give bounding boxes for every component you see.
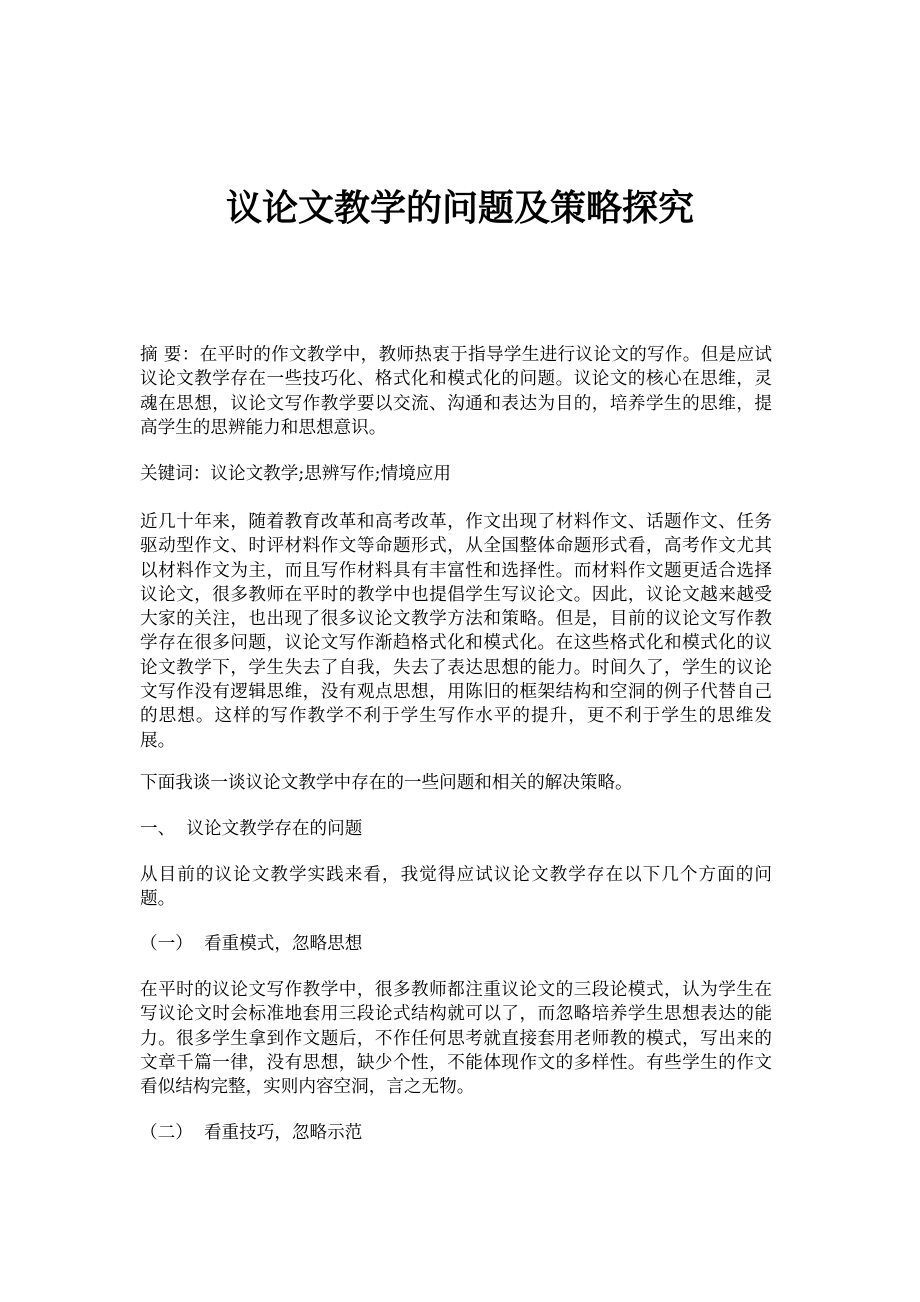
abstract: 摘 要：在平时的作文教学中，教师热衷于指导学生进行议论文的写作。但是应试议论文教学存在一些技巧化、格式化和模式化的问题。议论文的核心在思维，灵魂在思想，议论文写作教学要以交流、沟通和表达为目的，培养学生的思维，提高学生的思辨能力和思想意识。 — [140, 345, 772, 438]
subsection-heading-1: （一） 看重模式，忽略思想 — [140, 934, 363, 954]
subsection-heading-2: （二） 看重技巧，忽略示范 — [140, 1123, 363, 1143]
section-1-paragraph: 从目前的议论文教学实践来看，我觉得应试议论文教学存在以下几个方面的问题。 — [140, 865, 772, 910]
keywords: 关键词：议论文教学;思辨写作;情境应用 — [140, 464, 451, 484]
document-title: 议论文教学的问题及策略探究 — [225, 187, 694, 229]
intro-paragraph: 近几十年来，随着教育改革和高考改革，作文出现了材料作文、话题作文、任务驱动型作文、时评材料作文等命题形式，从全国整体命题形式看，高考作文尤其以材料作文为主，而且写作材料具有丰富性和选择性。而材料作文题更适合选择议论文，很多教师在平时的教学中也提倡学生写议论文。因此，议论文越来越受大家的关注，也出现了很多议论文教学方法和策略。但是，目前的议论文写作教学存在很多问题，议论文写作渐趋格式化和模式化。在这些格式化和模式化的议论文教学下，学生失去了自我，失去了表达思想的能力。时间久了，学生的议论文写作没有逻辑思维，没有观点思想，用陈旧的框架结构和空洞的例子代替自己的思想。这样的写作教学不利于学生写作水平的提升，更不利于学生的思维发展。 — [140, 512, 772, 751]
transition-paragraph: 下面我谈一谈议论文教学中存在的一些问题和相关的解决策略。 — [140, 773, 633, 793]
subsection-1-paragraph: 在平时的议论文写作教学中，很多教师都注重议论文的三段论模式，认为学生在写议论文时会标准地套用三段论式结构就可以了，而忽略培养学生思想表达的能力。很多学生拿到作文题后，不作任何思考就直接套用老师教的模式，写出来的文章千篇一律，没有思想，缺少个性，不能体现作文的多样性。有些学生的作文看似结构完整，实则内容空洞，言之无物。 — [140, 980, 772, 1098]
section-heading-1: 一、 议论文教学存在的问题 — [140, 819, 363, 839]
